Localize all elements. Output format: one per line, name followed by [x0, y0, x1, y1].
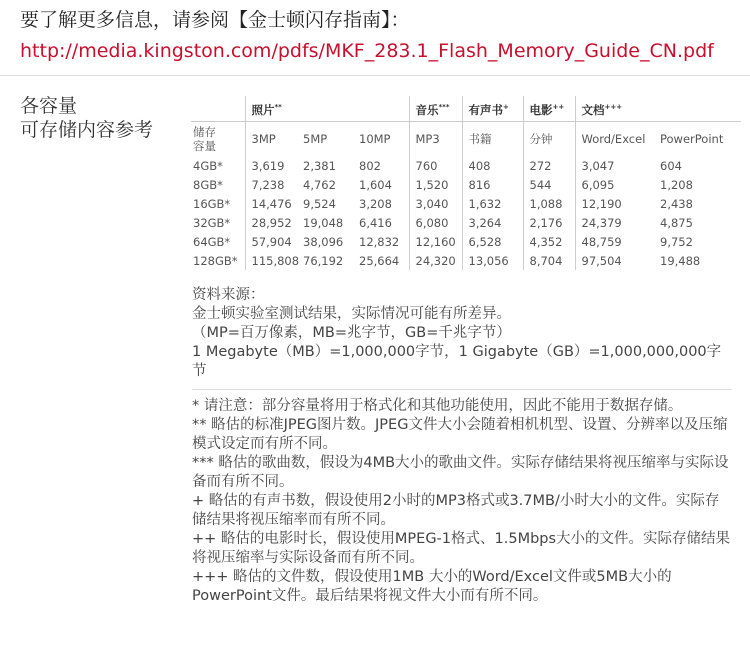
- value-cell: 6,095: [575, 175, 658, 194]
- unit-cell: 书籍: [462, 122, 523, 157]
- value-cell: 3,047: [575, 156, 658, 175]
- source-line: （MP=百万像素，MB=兆字节，GB=千兆字节）: [192, 325, 511, 341]
- value-cell: 48,759: [575, 232, 658, 251]
- group-movie: 电影++: [523, 96, 575, 122]
- table-row: [191, 251, 741, 270]
- value-cell: 3,040: [409, 194, 462, 213]
- value-cell: 13,056: [462, 251, 523, 270]
- source-line: 1 Megabyte（MB）=1,000,000字节，1 Gigabyte（GB）=1,000,000,000字节: [192, 344, 722, 379]
- value-cell: 3,208: [359, 196, 392, 211]
- footnote: ** 略估的标准JPEG图片数。JPEG文件大小会随着相机机型、设置、分辨率以及压缩模式设定而有所不同。: [192, 417, 728, 452]
- capacity-cell: 128GB*: [193, 253, 238, 268]
- value-cell: 1,604: [359, 177, 392, 192]
- footnote: * 请注意：部分容量将用于格式化和其他功能使用，因此不能用于数据存储。: [192, 398, 683, 414]
- capacity-cell: 32GB*: [193, 215, 231, 230]
- value-cell: 6,080: [409, 213, 462, 232]
- table-row: [191, 232, 741, 251]
- value-cell: 76,192: [303, 253, 344, 268]
- unit-cell: 3MP: [245, 122, 301, 157]
- value-cell: 9,524: [303, 196, 336, 211]
- capacity-cell: 64GB*: [193, 234, 231, 249]
- source-label: 资料来源：: [192, 287, 265, 303]
- value-cell: 4,875: [660, 215, 693, 230]
- table-row: [191, 156, 741, 175]
- value-cell: 3,264: [462, 213, 523, 232]
- header: [20, 6, 714, 65]
- table-row: [191, 213, 741, 232]
- section-title-line1: 各容量: [20, 95, 78, 117]
- value-cell: 38,096: [303, 234, 344, 249]
- value-cell: 97,504: [575, 251, 658, 270]
- unit-cell: 分钟: [523, 122, 575, 157]
- value-cell: 2,176: [523, 213, 575, 232]
- value-cell: 115,808: [245, 251, 301, 270]
- value-cell: 8,704: [523, 251, 575, 270]
- value-cell: 408: [462, 156, 523, 175]
- capacity-cell: 4GB*: [193, 158, 223, 173]
- value-cell: 24,320: [409, 251, 462, 270]
- footnote: + 略估的有声书数，假设使用2小时的MP3格式或3.7MB/小时大小的文件。实际存储结果将视压缩率而有所不同。: [192, 493, 720, 528]
- unit-row: [191, 122, 741, 157]
- value-cell: 12,160: [409, 232, 462, 251]
- value-cell: 19,488: [660, 253, 701, 268]
- section-title: [20, 94, 153, 142]
- value-cell: 19,048: [303, 215, 344, 230]
- value-cell: 7,238: [245, 175, 301, 194]
- value-cell: 9,752: [660, 234, 693, 249]
- value-cell: 24,379: [575, 213, 658, 232]
- unit-cell: Word/Excel: [575, 122, 658, 157]
- value-cell: 12,190: [575, 194, 658, 213]
- capacity-label: 储存 容量: [191, 122, 245, 157]
- value-cell: 1,520: [409, 175, 462, 194]
- value-cell: 1,208: [660, 177, 693, 192]
- value-cell: 1,088: [523, 194, 575, 213]
- footnote: *** 略估的歌曲数，假设为4MB大小的歌曲文件。实际存储结果将视压缩率与实际设备而有所不同。: [192, 455, 729, 490]
- value-cell: 544: [523, 175, 575, 194]
- value-cell: 1,632: [462, 194, 523, 213]
- value-cell: 4,352: [523, 232, 575, 251]
- unit-cell: PowerPoint: [658, 122, 741, 157]
- table-body: [191, 156, 741, 270]
- footnote: ++ 略估的电影时长，假设使用MPEG-1格式、1.5Mbps大小的文件。实际存储结果将视压缩率与实际设备而有所不同。: [192, 531, 731, 566]
- notes-section: [192, 286, 732, 606]
- unit-cell: 5MP: [301, 122, 357, 157]
- table-row: [191, 194, 741, 213]
- source-line: 金士顿实验室测试结果，实际情况可能有所差异。: [192, 306, 511, 322]
- value-cell: 3,619: [245, 156, 301, 175]
- value-cell: 25,664: [359, 253, 400, 268]
- value-cell: 272: [523, 156, 575, 175]
- group-photos: 照片**: [245, 96, 409, 122]
- value-cell: 28,952: [245, 213, 301, 232]
- group-music: 音乐***: [409, 96, 462, 122]
- value-cell: 816: [462, 175, 523, 194]
- unit-cell: 10MP: [357, 122, 409, 157]
- group-header-row: [191, 96, 741, 122]
- unit-cell: MP3: [409, 122, 462, 157]
- value-cell: 604: [660, 158, 682, 173]
- capacity-cell: 8GB*: [193, 177, 223, 192]
- section-title-line2: 可存储内容参考: [20, 119, 154, 141]
- notes-divider: [192, 389, 732, 390]
- value-cell: 802: [359, 158, 381, 173]
- intro-text: 要了解更多信息，请参阅【金士顿闪存指南】：: [20, 9, 410, 31]
- flash-guide-link[interactable]: http://media.kingston.com/pdfs/MKF_283.1_Flash_Memory_Guide_CN.pdf: [20, 40, 714, 62]
- capacity-table: [191, 96, 741, 270]
- capacity-cell: 16GB*: [193, 196, 231, 211]
- value-cell: 2,438: [660, 196, 693, 211]
- value-cell: 14,476: [245, 194, 301, 213]
- value-cell: 6,416: [359, 215, 392, 230]
- value-cell: 2,381: [303, 158, 336, 173]
- value-cell: 6,528: [462, 232, 523, 251]
- value-cell: 760: [409, 156, 462, 175]
- group-audiobook: 有声书+: [462, 96, 523, 122]
- value-cell: 4,762: [303, 177, 336, 192]
- table-row: [191, 175, 741, 194]
- group-docs: 文档+++: [575, 96, 741, 122]
- value-cell: 12,832: [359, 234, 400, 249]
- header-divider: [0, 75, 750, 76]
- footnote: +++ 略估的文件数，假设使用1MB 大小的Word/Excel文件或5MB大小的PowerPoint文件。最后结果将视文件大小而有所不同。: [192, 569, 672, 604]
- value-cell: 57,904: [245, 232, 301, 251]
